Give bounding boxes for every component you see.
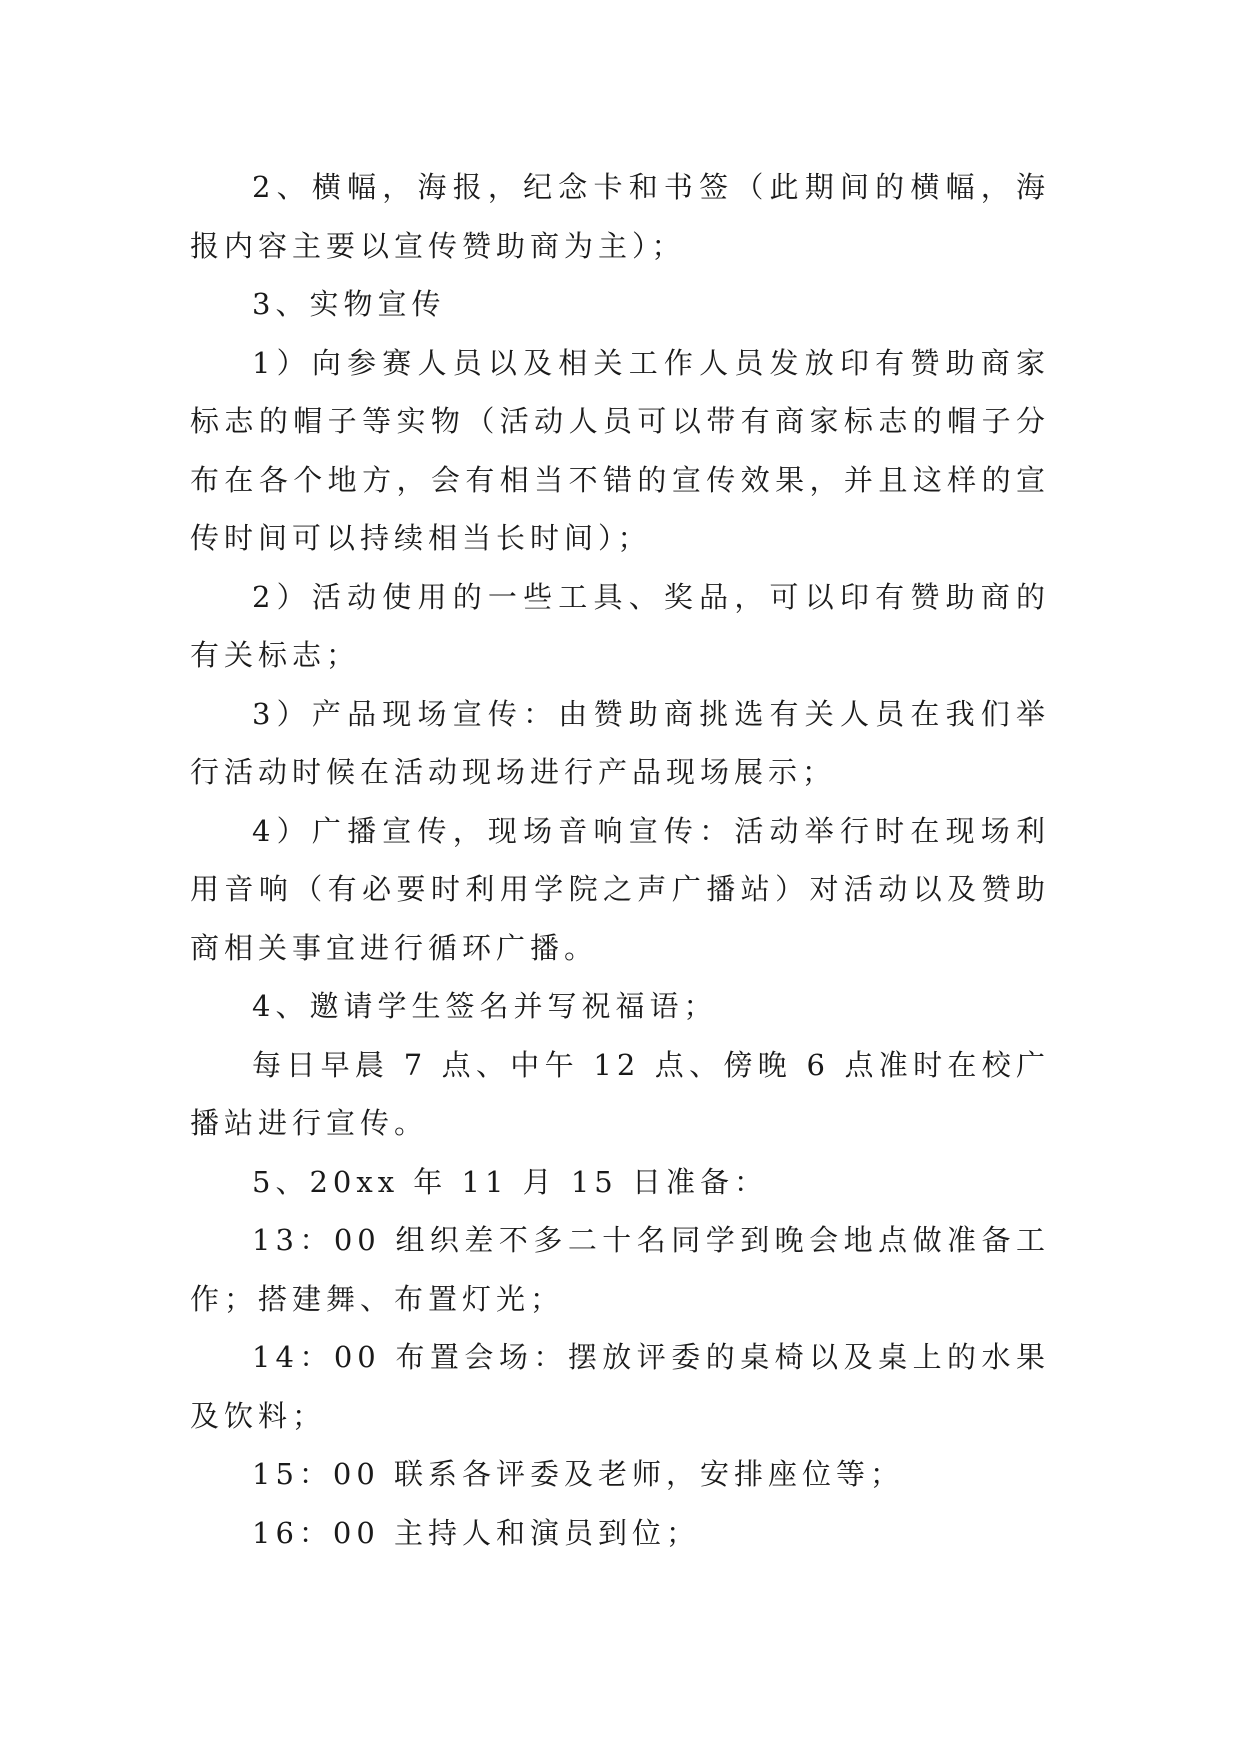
paragraph-banners-posters: 2、横幅，海报，纪念卡和书签（此期间的横幅，海报内容主要以宣传赞助商为主）； <box>190 170 1050 263</box>
paragraph-physical-promotion-heading: 3、实物宣传 <box>252 287 446 321</box>
paragraph-schedule-1600: 16：00 主持人和演员到位； <box>252 1515 701 1550</box>
paragraph-item-tools-prizes: 2）活动使用的一些工具、奖品，可以印有赞助商的有关标志； <box>190 579 1050 672</box>
paragraph-schedule-1300: 13：00 组织差不多二十名同学到晚会地点做准备工作；搭建舞、布置灯光； <box>190 1223 1050 1316</box>
paragraph-preparation-date: 5、20xx 年 11 月 15 日准备： <box>252 1164 768 1199</box>
paragraph-item-hats: 1）向参赛人员以及相关工作人员发放印有赞助商家标志的帽子等实物（活动人员可以带有商家标志的帽子分布在各个地方，会有相当不错的宣传效果，并且这样的宣传时间可以持续相当长时间）； <box>190 345 1050 555</box>
paragraph-daily-broadcast: 每日早晨 7 点、中午 12 点、傍晚 6 点准时在校广播站进行宣传。 <box>190 1047 1050 1140</box>
paragraph-schedule-1500: 15：00 联系各评委及老师，安排座位等； <box>252 1457 905 1491</box>
paragraph-item-product-display: 3）产品现场宣传：由赞助商挑选有关人员在我们举行活动时候在活动现场进行产品现场展示； <box>190 696 1050 789</box>
paragraph-student-signatures: 4、邀请学生签名并写祝福语； <box>252 989 718 1023</box>
paragraph-schedule-1400: 14：00 布置会场：摆放评委的桌椅以及桌上的水果及饮料； <box>190 1340 1050 1433</box>
paragraph-item-broadcast: 4）广播宣传，现场音响宣传：活动举行时在现场利用音响（有必要时利用学院之声广播站）对活动以及赞助商相关事宜进行循环广播。 <box>190 813 1050 965</box>
document-body <box>190 158 1050 1562</box>
